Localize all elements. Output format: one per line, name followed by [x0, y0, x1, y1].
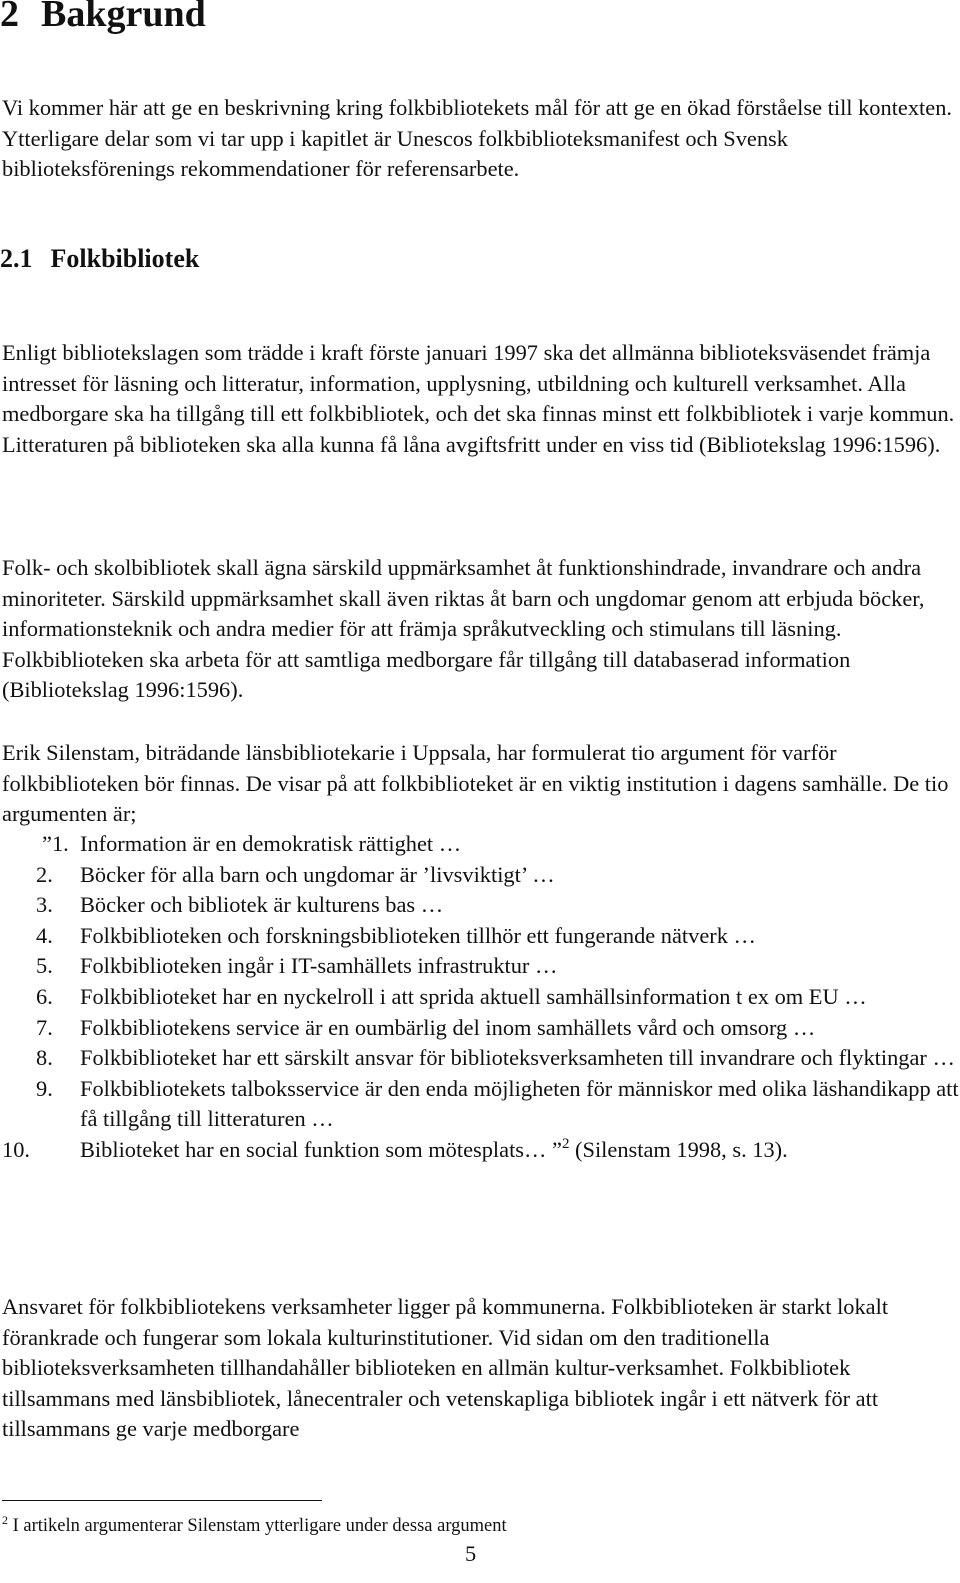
list-item-text: Folkbibliotekets talboksservice är den enda möjligheten för människor med olika läshandikapp att få tillgång till litteraturen … — [80, 1075, 959, 1132]
footnote-text: I artikeln argumenterar Silenstam ytterligare under dessa argument — [12, 1516, 507, 1536]
arguments-list — [0, 829, 960, 1166]
list-item-text: Folkbibliotekens service är en oumbärlig del inom samhällets vård och omsorg … — [80, 1014, 816, 1040]
list-item-number: 5. — [36, 953, 53, 979]
section-title: Folkbibliotek — [50, 244, 200, 273]
list-item-text: Folkbiblioteken och forskningsbiblioteken tillhör ett fungerande nätverk … — [80, 922, 756, 948]
list-item-number: 7. — [36, 1014, 53, 1040]
list-item-text: Böcker och bibliotek är kulturens bas … — [80, 892, 444, 918]
list-item-text: Folkbiblioteket har ett särskilt ansvar för biblioteksverksamheten till invandrare och flyktingar … — [80, 1045, 955, 1071]
list-item — [0, 1074, 960, 1135]
page-number: 5 — [465, 1541, 477, 1566]
list-item-text: Information är en demokratisk rättighet … — [80, 831, 462, 856]
list-item — [0, 860, 960, 891]
paragraph-municipal-responsibility: Ansvaret för folkbibliotekens verksamheter ligger på kommunerna. Folkbiblioteken är starkt lokalt förankrade och fungerar som lokala kulturinstitutioner. Vid sidan om den traditionella biblioteksverksamheten tillhandahåller biblioteken en allmän kultur-verksamhet. Folkbibliotek tillsammans med länsbibliotek, lånecentraler och vetenskapliga bibliotek ingår i ett nätverk för att tillsammans ge varje medborgare — [2, 1294, 889, 1442]
paragraph-special-attention: Folk- och skolbibliotek skall ägna särskild uppmärksamhet åt funktionshindrade, invandrare och andra minoriteter. Särskild uppmärksamhet skall även riktas åt barn och ungdomar genom att erbjuda böcker, informationsteknik och andra medier för att främja språkutveckling och stimulans till läsning. Folkbiblioteken ska arbeta för att samtliga medborgare får tillgång till databaserad information (Bibliotekslag 1996:1596). — [2, 555, 925, 703]
list-item-text: Folkbiblioteken ingår i IT-samhällets infrastruktur … — [80, 953, 558, 979]
list-item-number: 6. — [36, 983, 53, 1009]
list-item — [0, 982, 960, 1013]
list-item-text: Biblioteket har en social funktion som mötesplats… ” — [80, 1136, 562, 1162]
chapter-title: Bakgrund — [41, 0, 206, 35]
paragraph-library-law: Enligt bibliotekslagen som trädde i kraft förste januari 1997 ska det allmänna biblioteksväsendet främja intresset för läsning och litteratur, information, upplysning, utbildning och kulturell verksamhet. Alla medborgare ska ha tillgång till ett folkbibliotek, och det ska finnas minst ett folkbibliotek i varje kommun. Litteraturen på biblioteken ska alla kunna få låna avgiftsfritt under en viss tid (Bibliotekslag 1996:1596). — [2, 340, 955, 457]
list-item-number: 4. — [36, 922, 53, 948]
section-heading — [0, 244, 199, 274]
list-item-number: 9. — [36, 1075, 53, 1101]
footnote-divider — [2, 1500, 322, 1501]
footnote-marker: 2 — [2, 1512, 8, 1527]
list-item-number: 10. — [2, 1136, 30, 1162]
chapter-number: 2 — [0, 0, 19, 35]
list-item — [0, 951, 960, 982]
list-item — [0, 890, 960, 921]
intro-paragraph: Vi kommer här att ge en beskrivning kring folkbibliotekets mål för att ge en ökad förståelse till kontexten. Ytterligare delar som vi tar upp i kapitlet är Unescos folkbiblioteksmanifest och Svensk biblioteksförenings rekommendationer för referensarbete. — [2, 95, 953, 182]
footnote-reference[interactable]: 2 — [561, 1135, 570, 1152]
list-item — [0, 921, 960, 952]
list-item-number: ”1. — [42, 831, 69, 856]
list-item — [0, 829, 960, 860]
list-item — [0, 1043, 960, 1074]
footnote — [2, 1514, 507, 1538]
list-item-text: Böcker för alla barn och ungdomar är ’livsviktigt’ … — [80, 861, 555, 887]
list-item — [0, 1013, 960, 1044]
paragraph-ten-arguments-intro: Erik Silenstam, biträdande länsbibliotekarie i Uppsala, har formulerat tio argument för varför folkbiblioteken bör finnas. De visar på att folkbiblioteket är en viktig institution i dagens samhälle. De tio argumenten är; — [2, 740, 949, 827]
list-item — [0, 1135, 960, 1166]
chapter-heading — [0, 0, 206, 36]
section-number: 2.1 — [0, 244, 33, 273]
list-item-number: 2. — [36, 861, 53, 887]
list-item-number: 8. — [36, 1045, 53, 1071]
list-item-number: 3. — [36, 892, 53, 918]
citation: (Silenstam 1998, s. 13). — [569, 1136, 788, 1162]
list-item-text: Folkbiblioteket har en nyckelroll i att sprida aktuell samhällsinformation t ex om EU … — [80, 983, 867, 1009]
